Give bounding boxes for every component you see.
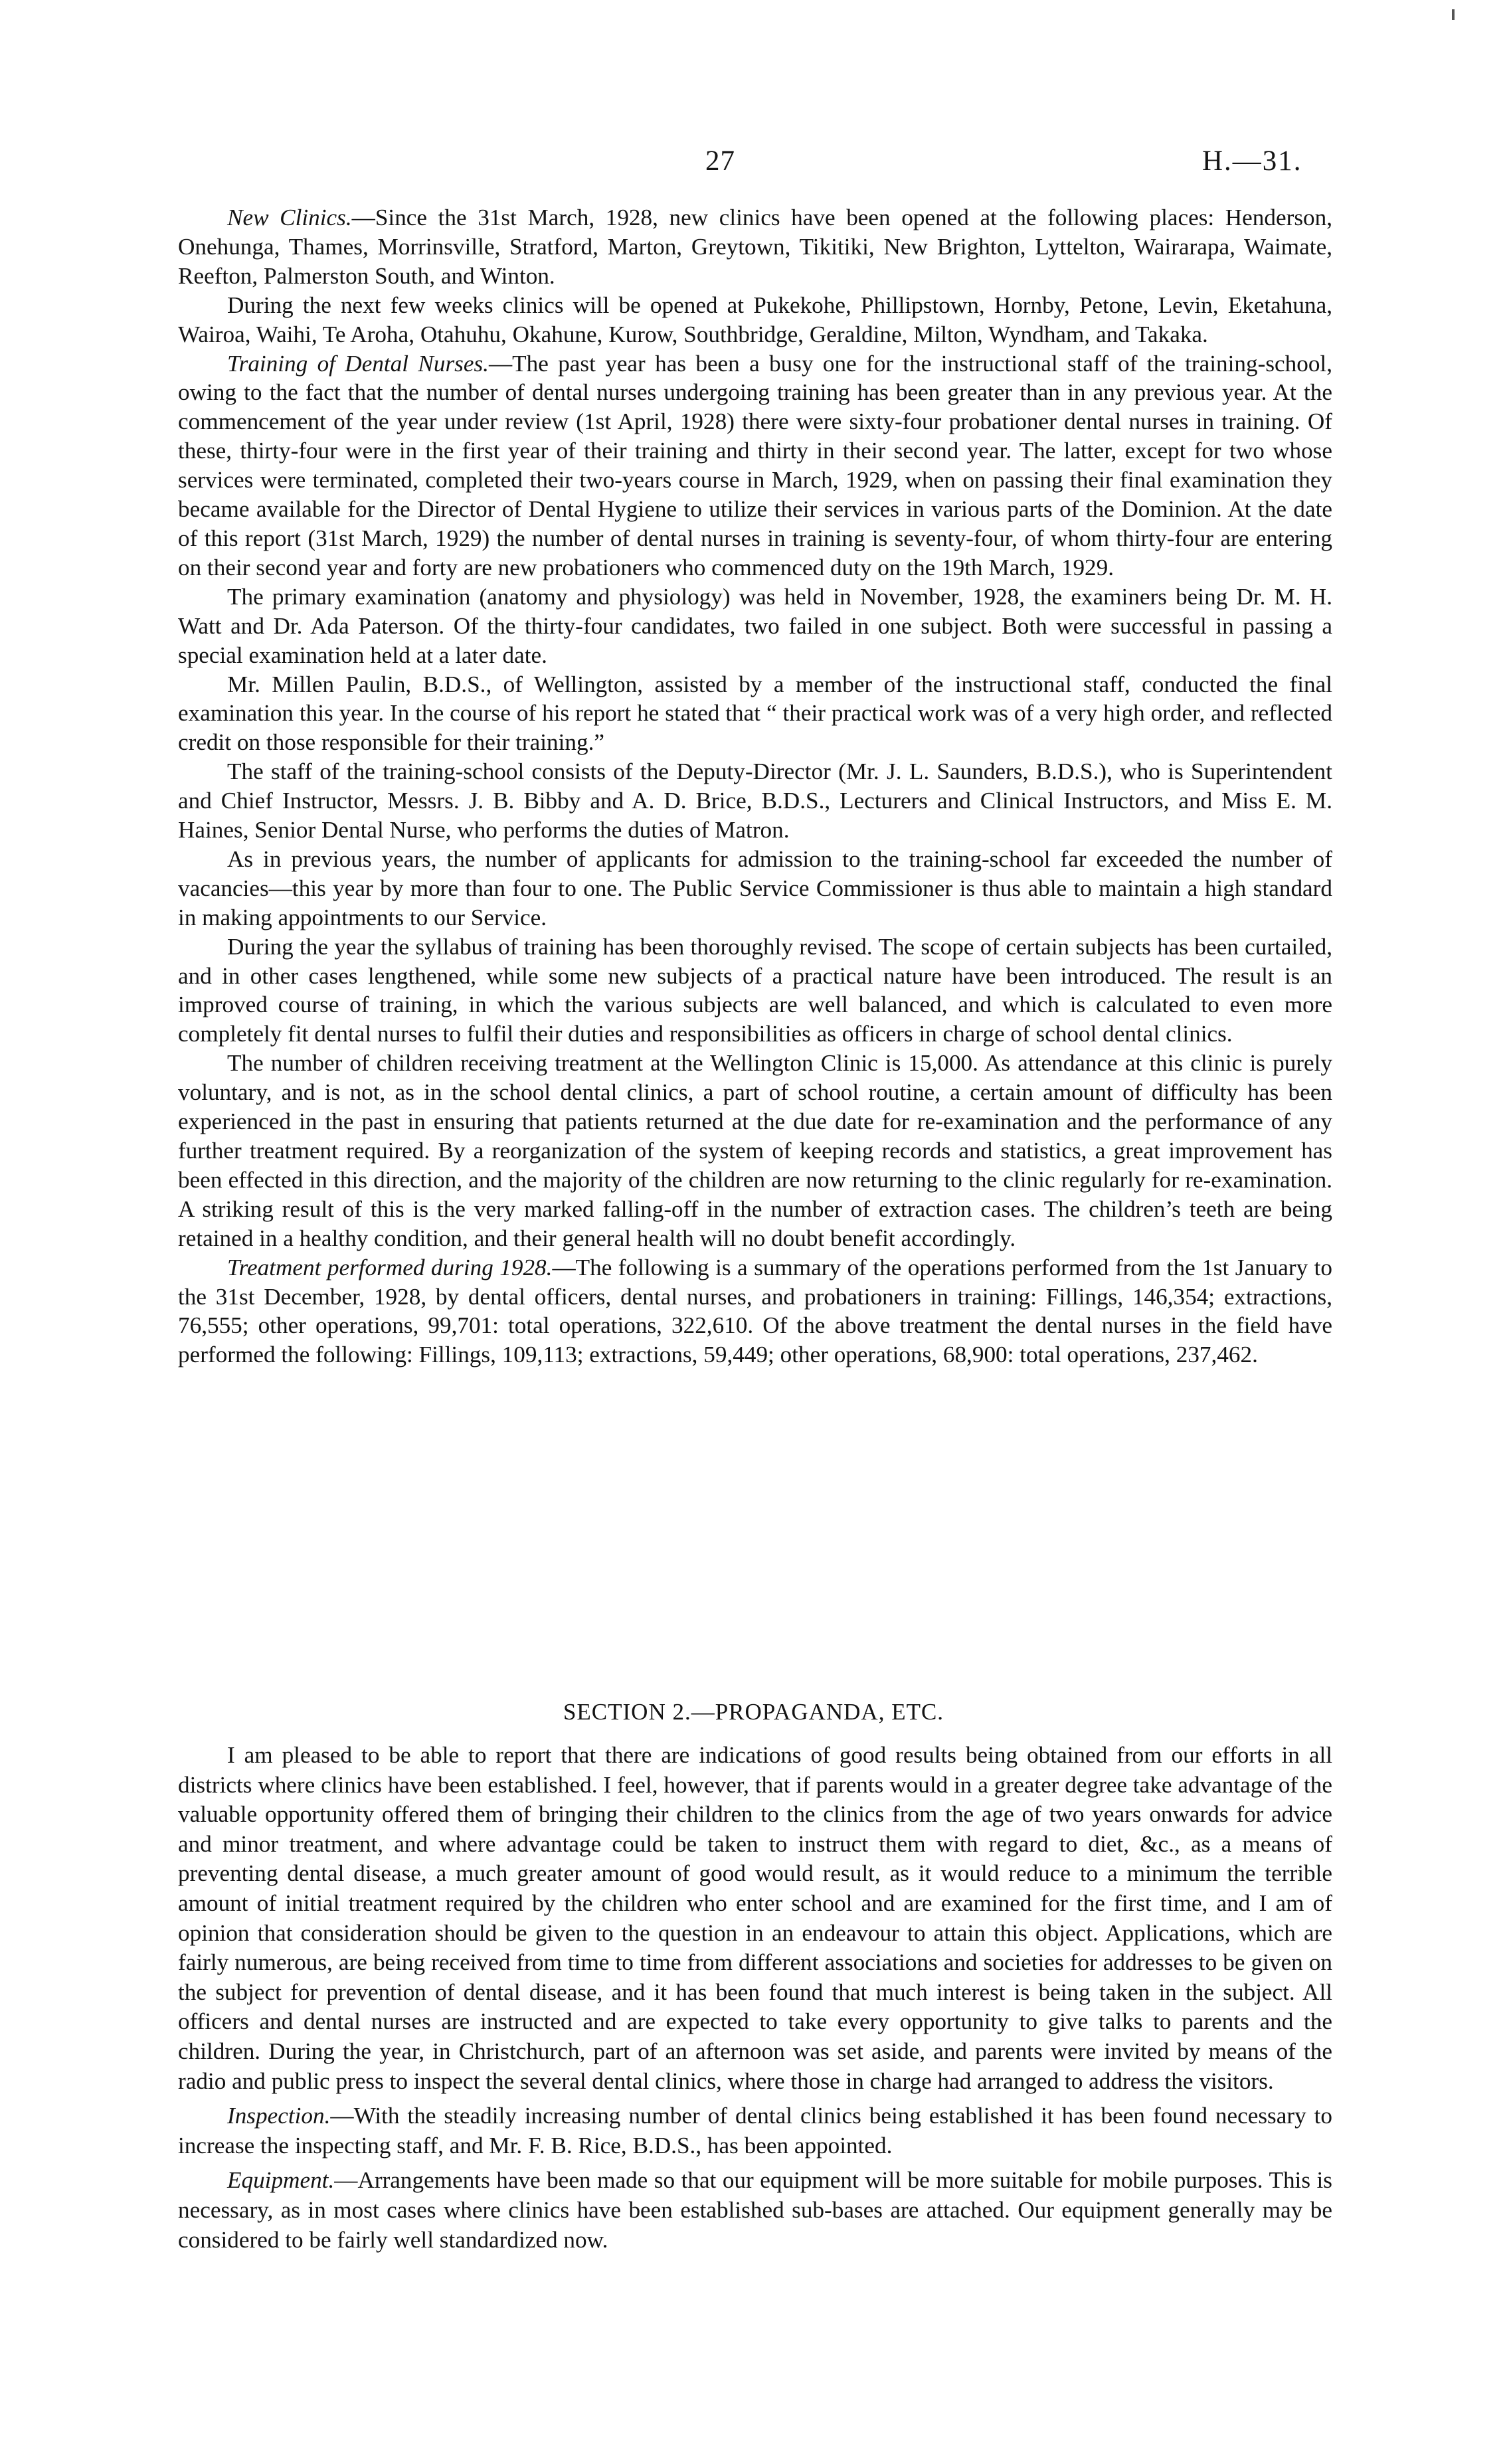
section-2-heading: SECTION 2.—PROPAGANDA, ETC.: [563, 1699, 944, 1725]
paragraph-text: The primary examination (anatomy and physiology) was held in November, 1928, the examiners being Dr. M. H. Watt and Dr. Ada Paterson. Of the thirty-four candidates, two failed in one subject. Both were successful in passing a special examination held at a later date.: [178, 583, 1332, 668]
scan-speck: [1452, 9, 1455, 20]
paragraph-heading: Training of Dental Nurses.: [227, 350, 489, 377]
page-number: 27: [705, 145, 735, 177]
paragraph-text: —The past year has been a busy one for the instructional staff of the training-school, owing to the fact that the number of dental nurses undergoing training has been greater than in any previous year. At the commencement of the year under review (1st April, 1928) there were sixty-four probationer dental nurses in training. Of these, thirty-four were in the first year of their training and thirty in their second year. The latter, except for two whose services were terminated, completed their two-years course in March, 1929, when on passing their final examination they became available for the Director of Dental Hygiene to utilize their services in various parts of the Dominion. At the date of this report (31st March, 1929) the number of dental nurses in training is seventy-four, of whom thirty-four are entering on their second year and forty are new probationers who commenced duty on the 19th March, 1929.: [178, 350, 1332, 580]
paragraph-training-staff: [178, 757, 1332, 845]
paragraph-heading: Equipment.: [227, 2167, 335, 2194]
paragraph-text: —Since the 31st March, 1928, new clinics have been opened at the following places: Henderson, Onehunga, Thames, Morrinsville, Stratford, Marton, Greytown, Tikitiki, New Brighton, Lyttelton, Wairarapa, Waimate, Reefton, Palmerston South, and Winton.: [178, 205, 1332, 289]
paragraph-text: I am pleased to be able to report that there are indications of good results being obtained from our efforts in all districts where clinics have been established. I feel, however, that if parents would in a greater degree take advantage of the valuable opportunity offered them of bringing their children to the clinics from the age of two years onwards for advice and minor treatment, and where advantage could be taken to instruct them with regard to diet, &c., as a means of preventing dental disease, a much greater amount of good would result, as it would reduce to a minimum the terrible amount of initial treatment required by the children who enter school and are examined for the first time, and I am of opinion that consideration should be given to the question in an endeavour to attain this object. Applications, which are fairly numerous, are being received from time to time from different associations and societies for addresses to be given on the subject for prevention of dental disease, and it has been found that much interest is being taken in the subject. All officers and dental nurses are instructed and are expected to take every opportunity to give talks to parents and the children. During the year, in Christchurch, part of an afternoon was set aside, and parents were invited by means of the radio and public press to inspect the several dental clinics, where those in charge had arranged to address the visitors.: [178, 1742, 1332, 2094]
paragraph-final-examination: [178, 670, 1332, 758]
paragraph-text: During the next few weeks clinics will be opened at Pukekohe, Phillipstown, Hornby, Petone, Levin, Eketahuna, Wairoa, Waihi, Te Aroha, Otahuhu, Okahune, Kurow, Southbridge, Geraldine, Milton, Wyndham, and Takaka.: [178, 292, 1332, 347]
section-1-body: [178, 203, 1332, 1369]
paragraph-propaganda: [178, 1741, 1332, 2096]
document-code: H.—31.: [1202, 145, 1302, 177]
paragraph-primary-examination: [178, 582, 1332, 670]
paragraph-treatment-performed: [178, 1253, 1332, 1370]
paragraph-equipment: [178, 2166, 1332, 2255]
paragraph-new-clinics: [178, 203, 1332, 291]
paragraph-heading: Treatment performed during 1928.: [227, 1254, 553, 1280]
paragraph-upcoming-clinics: [178, 291, 1332, 349]
paragraph-text: —With the steadily increasing number of dental clinics being established it has been found necessary to increase the inspecting staff, and Mr. F. B. Rice, B.D.S., has been appointed.: [178, 2103, 1332, 2158]
paragraph-training-of-dental-nurses: [178, 349, 1332, 582]
paragraph-text: The number of children receiving treatment at the Wellington Clinic is 15,000. As attendance at this clinic is purely voluntary, and is not, as in the school dental clinics, a part of school routine, a certain amount of difficulty has been experienced in the past in ensuring that patients returned at the due date for re-examination and the performance of any further treatment required. By a reorganization of the system of keeping records and statistics, a great improvement has been effected in this direction, and the majority of the children are now returning to the clinic regularly for re-examination. A striking result of this is the very marked falling-off in the number of extraction cases. The children’s teeth are being retained in a healthy condition, and their general health will no doubt benefit accordingly.: [178, 1050, 1332, 1251]
paragraph-text: As in previous years, the number of applicants for admission to the training-school far exceeded the number of vacancies—this year by more than four to one. The Public Service Commissioner is thus able to maintain a high standard in making appointments to our Service.: [178, 845, 1332, 930]
paragraph-text: —The following is a summary of the operations performed from the 1st January to the 31st December, 1928, by dental officers, dental nurses, and probationers in training: Fillings, 146,354; extractions, 76,555; other operations, 99,701: total operations, 322,610. Of the above treatment the dental nurses in the field have performed the following: Fillings, 109,113; extractions, 59,449; other operations, 68,900: total operations, 237,462.: [178, 1254, 1333, 1368]
paragraph-applicants: [178, 845, 1332, 932]
paragraph-inspection: [178, 2101, 1332, 2160]
paragraph-heading: New Clinics.: [227, 205, 352, 230]
paragraph-heading: Inspection.: [227, 2103, 331, 2129]
paragraph-syllabus: [178, 932, 1332, 1049]
paragraph-wellington-clinic: [178, 1049, 1332, 1253]
paragraph-text: —Arrangements have been made so that our equipment will be more suitable for mobile purposes. This is necessary, as in most cases where clinics have been established sub-bases are attached. Our equipment generally may be considered to be fairly well standardized now.: [178, 2167, 1332, 2253]
paragraph-text: Mr. Millen Paulin, B.D.S., of Wellington, assisted by a member of the instructional staff, conducted the final examination this year. In the course of his report he stated that “ their practical work was of a very high order, and reflected credit on those responsible for their training.”: [178, 671, 1332, 756]
paragraph-text: During the year the syllabus of training has been thoroughly revised. The scope of certain subjects has been curtailed, and in other cases lengthened, while some new subjects of a practical nature have been introduced. The result is an improved course of training, in which the various subjects are well balanced, and which is calculated to even more completely fit dental nurses to fulfil their duties and responsibilities as officers in charge of school dental clinics.: [178, 933, 1332, 1047]
paragraph-text: The staff of the training-school consists of the Deputy-Director (Mr. J. L. Saunders, B.D.S.), who is Superintendent and Chief Instructor, Messrs. J. B. Bibby and A. D. Brice, B.D.S., Lecturers and Clinical Instructors, and Miss E. M. Haines, Senior Dental Nurse, who performs the duties of Matron.: [178, 758, 1332, 843]
section-2-body: [178, 1741, 1332, 2255]
